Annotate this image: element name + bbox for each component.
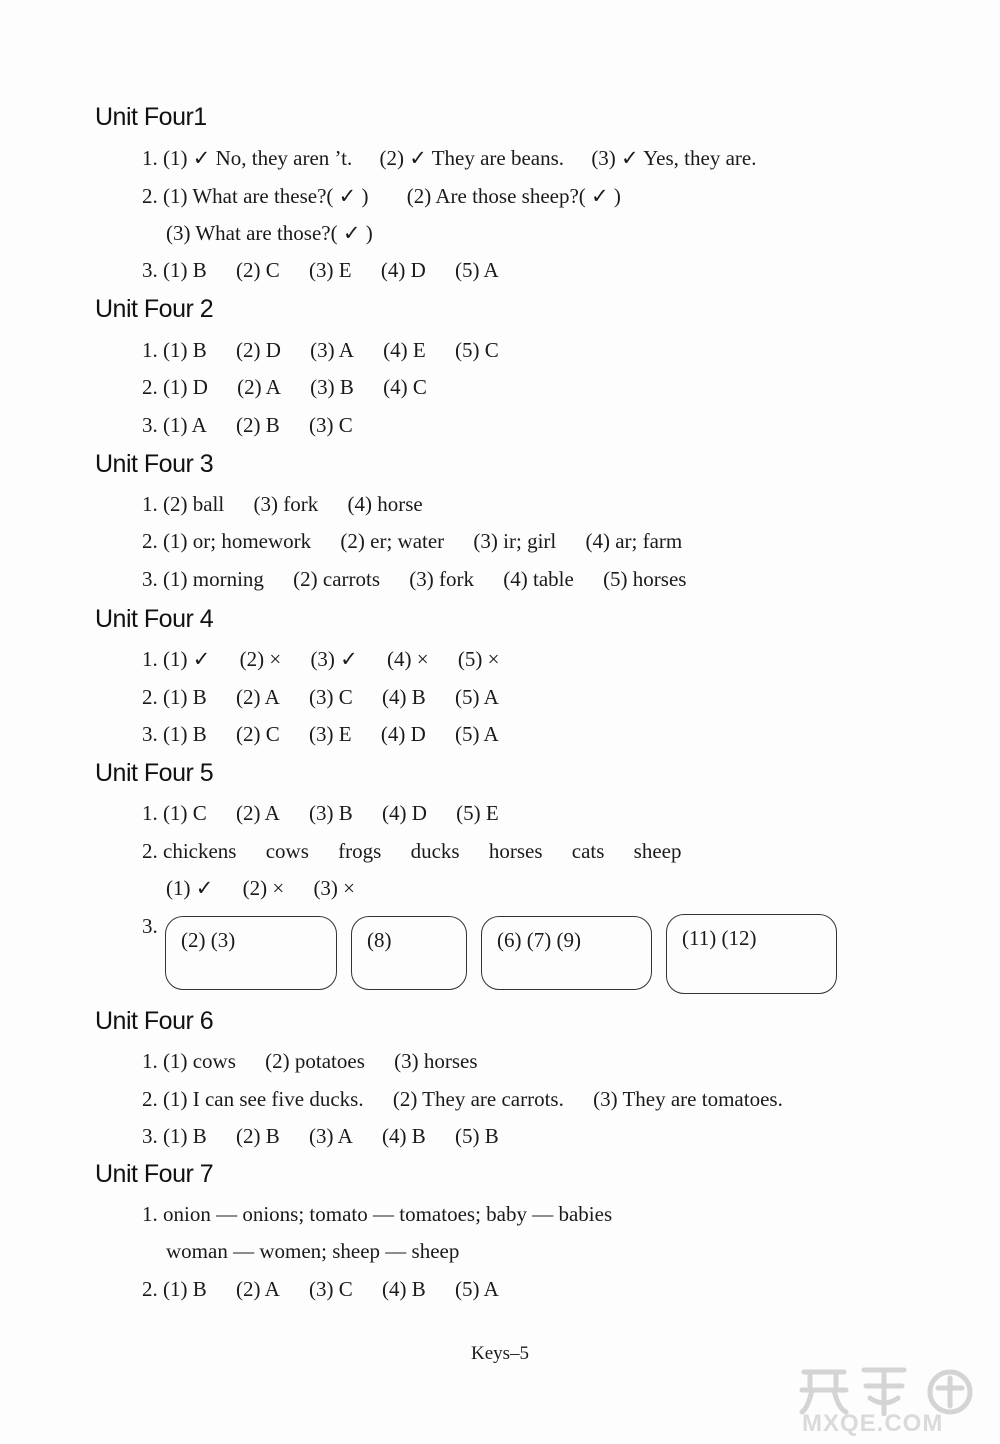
answer-item: (4) horse bbox=[347, 492, 423, 516]
answer-item: (5) C bbox=[454, 338, 499, 362]
answer-item: 2. chickens bbox=[142, 839, 237, 863]
answer-line: (3) What are those?( ✓ ) bbox=[166, 221, 373, 245]
answer-item: (3) C bbox=[309, 413, 353, 437]
answer-line bbox=[142, 722, 499, 747]
answer-item: (3) ✓ bbox=[310, 647, 358, 671]
answer-item: (2) C bbox=[236, 258, 280, 282]
answer-item: (2) A bbox=[236, 1277, 280, 1301]
answer-box bbox=[165, 916, 337, 990]
answer-item: frogs bbox=[338, 839, 382, 863]
answer-line bbox=[166, 876, 355, 901]
answer-item: (2) B bbox=[236, 1124, 280, 1148]
answer-line bbox=[142, 685, 499, 710]
answer-item: (2) They are carrots. bbox=[392, 1087, 564, 1111]
answer-item: (4) table bbox=[503, 567, 574, 591]
answer-item: (4) × bbox=[387, 647, 429, 671]
unit-heading: Unit Four 5 bbox=[95, 759, 214, 787]
answer-line bbox=[142, 184, 621, 209]
answer-box-text: (6) (7) (9) bbox=[497, 928, 581, 952]
answer-line bbox=[142, 1277, 499, 1302]
answer-item: cats bbox=[571, 839, 605, 863]
answer-item: (4) B bbox=[382, 1124, 426, 1148]
answer-line: 1. onion — onions; tomato — tomatoes; baby — babies bbox=[142, 1202, 613, 1226]
answer-item: (4) D bbox=[380, 722, 426, 746]
answer-line bbox=[142, 529, 682, 554]
answer-item: 3. (1) B bbox=[142, 258, 207, 282]
answer-item: 2. (1) I can see five ducks. bbox=[142, 1087, 364, 1111]
answer-box bbox=[481, 916, 652, 990]
answer-item: (2) er; water bbox=[340, 529, 445, 553]
answer-item: (5) horses bbox=[603, 567, 687, 591]
page-footer: Keys–5 bbox=[470, 1343, 530, 1364]
answer-box bbox=[351, 916, 467, 990]
answer-line bbox=[142, 338, 499, 363]
answer-item: (3) fork bbox=[409, 567, 475, 591]
answer-item: (4) B bbox=[382, 685, 426, 709]
watermark-text: MXQE.COM bbox=[802, 1410, 944, 1437]
answer-item: (2) × bbox=[242, 876, 285, 900]
answer-item: (3) C bbox=[309, 685, 353, 709]
answer-item: (3) E bbox=[309, 722, 352, 746]
answer-item: 1. (1) C bbox=[142, 801, 207, 825]
answer-item: (3) B bbox=[309, 801, 353, 825]
answer-item: 3. (1) B bbox=[142, 722, 207, 746]
question-number: 3. bbox=[142, 914, 158, 938]
unit-heading: Unit Four 4 bbox=[95, 605, 214, 633]
answer-item: (4) C bbox=[383, 375, 427, 399]
watermark bbox=[790, 1360, 990, 1440]
answer-line bbox=[142, 801, 499, 826]
answer-box-text: (8) bbox=[367, 928, 392, 952]
answer-item: (5) A bbox=[455, 1277, 499, 1301]
answer-box-text: (2) (3) bbox=[181, 928, 236, 952]
answer-item: 2. (1) B bbox=[142, 1277, 207, 1301]
answer-item: (3) C bbox=[309, 1277, 353, 1301]
answer-item: (3) × bbox=[313, 876, 356, 900]
answer-item: (1) ✓ bbox=[166, 876, 214, 900]
answer-item: (3) A bbox=[309, 1124, 353, 1148]
answer-item: 1. (1) cows bbox=[142, 1049, 236, 1073]
answer-line bbox=[142, 492, 423, 517]
answer-item: cows bbox=[265, 839, 309, 863]
unit-heading: Unit Four 7 bbox=[95, 1160, 214, 1188]
answer-line bbox=[142, 1124, 499, 1149]
answer-item: 1. (1) ✓ bbox=[142, 647, 211, 671]
answer-item: (2) B bbox=[236, 413, 280, 437]
answer-item: 2. (1) or; homework bbox=[142, 529, 312, 553]
answer-item: (5) E bbox=[456, 801, 499, 825]
answer-item: 2. (1) B bbox=[142, 685, 207, 709]
answer-item: 3. (1) morning bbox=[142, 567, 264, 591]
answer-item: 2. (1) D bbox=[142, 375, 208, 399]
answer-item: (5) B bbox=[455, 1124, 499, 1148]
answer-item: (2) D bbox=[236, 338, 281, 362]
answer-item: 2. (1) What are these?( ✓ ) bbox=[142, 184, 369, 208]
answer-line bbox=[142, 146, 756, 171]
answer-item: (2) A bbox=[236, 685, 280, 709]
answer-item: horses bbox=[488, 839, 543, 863]
unit-heading: Unit Four1 bbox=[95, 103, 207, 131]
answer-item: 1. (1) B bbox=[142, 338, 207, 362]
answer-item: (3) E bbox=[309, 258, 352, 282]
answer-item: 3. (1) A bbox=[142, 413, 207, 437]
answer-line: woman — women; sheep — sheep bbox=[166, 1239, 460, 1263]
answer-item: (5) × bbox=[457, 647, 500, 671]
answer-item: (4) ar; farm bbox=[585, 529, 683, 553]
answer-item: (3) A bbox=[310, 338, 354, 362]
answer-item: (3) B bbox=[310, 375, 354, 399]
answer-line bbox=[142, 1087, 783, 1112]
answer-item: (2) carrots bbox=[293, 567, 381, 591]
watermark-logo-icon bbox=[790, 1360, 990, 1416]
answer-item: (2) Are those sheep?( ✓ ) bbox=[406, 184, 621, 208]
answer-line bbox=[142, 375, 427, 400]
answer-item: (2) A bbox=[236, 801, 280, 825]
answer-line bbox=[142, 647, 499, 672]
answer-item: (3) ✓ Yes, they are. bbox=[591, 146, 757, 170]
answer-item: 1. (2) ball bbox=[142, 492, 225, 516]
answer-box-text: (11) (12) bbox=[682, 926, 757, 950]
answer-item: sheep bbox=[633, 839, 682, 863]
answer-item: (4) D bbox=[380, 258, 426, 282]
answer-item: (2) potatoes bbox=[265, 1049, 365, 1073]
answer-item: (3) They are tomatoes. bbox=[593, 1087, 783, 1111]
answer-line bbox=[142, 839, 681, 864]
answer-item: (4) B bbox=[382, 1277, 426, 1301]
answer-item: (5) A bbox=[454, 722, 499, 746]
answer-item: ducks bbox=[410, 839, 460, 863]
answer-item: 3. (1) B bbox=[142, 1124, 207, 1148]
answer-item: (3) ir; girl bbox=[473, 529, 557, 553]
answer-line bbox=[142, 413, 353, 438]
answer-item: 1. (1) ✓ No, they aren ’t. bbox=[142, 146, 353, 170]
answer-item: (5) A bbox=[454, 258, 499, 282]
answer-item: (2) × bbox=[239, 647, 282, 671]
answer-item: (2) A bbox=[237, 375, 281, 399]
answer-item: (3) horses bbox=[394, 1049, 478, 1073]
answer-line bbox=[142, 567, 686, 592]
answer-item: (5) A bbox=[455, 685, 499, 709]
answer-box bbox=[666, 914, 837, 994]
answer-item: (4) D bbox=[382, 801, 427, 825]
answer-item: (4) E bbox=[383, 338, 426, 362]
unit-heading: Unit Four 6 bbox=[95, 1007, 214, 1035]
unit-heading: Unit Four 3 bbox=[95, 450, 214, 478]
answer-line bbox=[142, 1049, 478, 1074]
answer-item: (3) fork bbox=[253, 492, 319, 516]
answer-item: (2) ✓ They are beans. bbox=[379, 146, 565, 170]
answer-item: (2) C bbox=[236, 722, 280, 746]
unit-heading: Unit Four 2 bbox=[95, 295, 214, 323]
answer-line bbox=[142, 258, 499, 283]
